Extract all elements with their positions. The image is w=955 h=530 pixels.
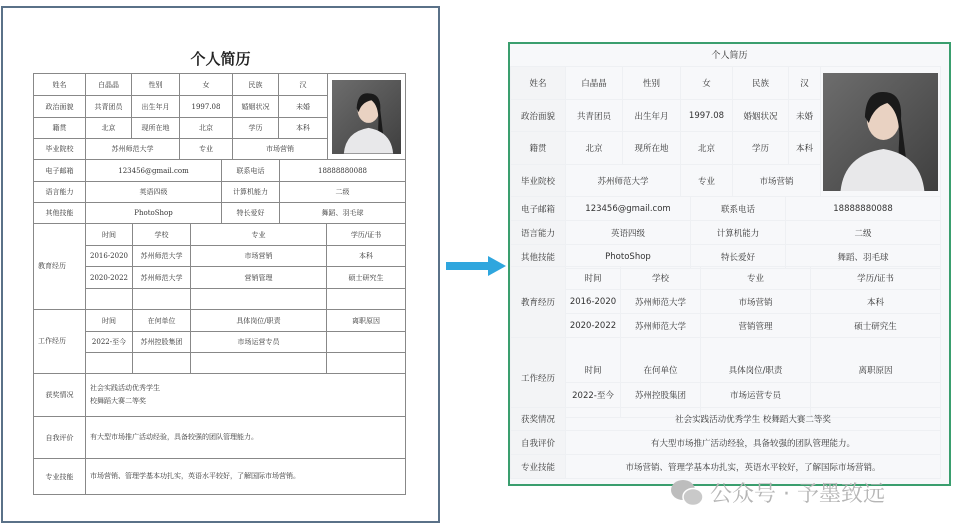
label: 婚姻状况 bbox=[733, 100, 789, 132]
label: 学历 bbox=[733, 132, 789, 165]
value: 汉 bbox=[279, 74, 328, 96]
label: 特长爱好 bbox=[691, 245, 786, 269]
label: 自我评价 bbox=[511, 431, 566, 455]
value: 市场营销 bbox=[733, 165, 821, 197]
value: 舞蹈、羽毛球 bbox=[786, 245, 941, 269]
label: 教育经历 bbox=[511, 267, 566, 338]
cell: 市场运营专员 bbox=[701, 383, 811, 418]
cell: 本科 bbox=[811, 290, 941, 314]
label: 语言能力 bbox=[511, 221, 566, 245]
cell bbox=[191, 353, 327, 374]
label: 特长爱好 bbox=[222, 203, 280, 224]
wechat-icon bbox=[670, 479, 704, 507]
label: 婚姻状况 bbox=[233, 96, 279, 118]
value: 市场营销、管理学基本功扎实，英语水平较好，了解国际市场营销。 bbox=[86, 459, 406, 495]
cell: 市场营销 bbox=[701, 290, 811, 314]
value: 有大型市场推广活动经验，具备较强的团队管理能力。 bbox=[86, 417, 406, 459]
header: 具体岗位/职责 bbox=[701, 338, 811, 383]
value: 1997.08 bbox=[180, 96, 233, 118]
cell: 2016-2020 bbox=[86, 246, 133, 267]
label: 政治面貌 bbox=[34, 96, 86, 118]
cell: 2020-2022 bbox=[86, 267, 133, 289]
label: 教育经历 bbox=[34, 224, 86, 310]
label: 专业 bbox=[681, 165, 733, 197]
left-experience-table bbox=[33, 223, 406, 374]
cell: 硕士研究生 bbox=[327, 267, 406, 289]
portrait-photo bbox=[332, 80, 401, 154]
portrait-photo bbox=[823, 73, 938, 191]
label: 现所在地 bbox=[623, 132, 681, 165]
label: 姓名 bbox=[34, 74, 86, 96]
arrow-right-icon bbox=[446, 256, 506, 276]
label: 性别 bbox=[132, 74, 180, 96]
right-basic-table bbox=[510, 66, 941, 197]
resume-title: 个人简历 bbox=[711, 51, 748, 61]
value: 社会实践活动优秀学生 校舞蹈大赛二等奖 bbox=[566, 408, 941, 431]
cell bbox=[327, 332, 406, 353]
value: 女 bbox=[681, 67, 733, 100]
cell: 硕士研究生 bbox=[811, 314, 941, 338]
left-summary-table bbox=[33, 373, 406, 495]
header: 学历/证书 bbox=[327, 224, 406, 246]
value: 未婚 bbox=[789, 100, 821, 132]
label: 政治面貌 bbox=[511, 100, 566, 132]
label: 专业 bbox=[180, 139, 233, 160]
header: 在何单位 bbox=[133, 310, 191, 332]
value: 18888880088 bbox=[280, 160, 406, 182]
header: 时间 bbox=[566, 267, 621, 290]
value: 白晶晶 bbox=[566, 67, 623, 100]
cell: 苏州师范大学 bbox=[133, 246, 191, 267]
label: 出生年月 bbox=[132, 96, 180, 118]
value: 本科 bbox=[279, 118, 328, 139]
header: 专业 bbox=[701, 267, 811, 290]
cell: 2016-2020 bbox=[566, 290, 621, 314]
header: 时间 bbox=[566, 338, 621, 383]
value: 舞蹈、羽毛球 bbox=[280, 203, 406, 224]
label: 其他技能 bbox=[511, 245, 566, 269]
cell: 2020-2022 bbox=[566, 314, 621, 338]
value: 汉 bbox=[789, 67, 821, 100]
label: 其他技能 bbox=[34, 203, 86, 224]
value: 苏州师范大学 bbox=[86, 139, 180, 160]
awards-value bbox=[86, 374, 406, 417]
header: 离职原因 bbox=[327, 310, 406, 332]
header: 时间 bbox=[86, 224, 133, 246]
value: 英语四级 bbox=[86, 182, 222, 203]
label: 获奖情况 bbox=[511, 408, 566, 431]
value: 本科 bbox=[789, 132, 821, 165]
cell: 苏州控股集团 bbox=[621, 383, 701, 418]
watermark bbox=[670, 477, 885, 508]
cell: 本科 bbox=[327, 246, 406, 267]
header: 离职原因 bbox=[811, 338, 941, 383]
value: PhotoShop bbox=[86, 203, 222, 224]
cell: 2022-至今 bbox=[566, 383, 621, 418]
watermark-text: 公众号 · 予墨致远 bbox=[710, 482, 885, 507]
cell bbox=[327, 289, 406, 310]
label: 联系电话 bbox=[222, 160, 280, 182]
value: 共青团员 bbox=[86, 96, 132, 118]
label: 语言能力 bbox=[34, 182, 86, 203]
value: 123456@gmail.com bbox=[86, 160, 222, 182]
cell: 2022-至今 bbox=[86, 332, 133, 353]
award-line: 校舞蹈大赛二等奖 bbox=[90, 397, 146, 405]
cell: 市场营销 bbox=[191, 246, 327, 267]
cell: 营销管理 bbox=[701, 314, 811, 338]
label: 计算机能力 bbox=[222, 182, 280, 203]
cell bbox=[86, 353, 133, 374]
value: 1997.08 bbox=[681, 100, 733, 132]
value: 123456@gmail.com bbox=[566, 197, 691, 221]
label: 工作经历 bbox=[34, 310, 86, 374]
award-line: 社会实践活动优秀学生 bbox=[90, 384, 160, 392]
cell bbox=[327, 353, 406, 374]
value: 未婚 bbox=[279, 96, 328, 118]
label: 籍贯 bbox=[34, 118, 86, 139]
value: 18888880088 bbox=[786, 197, 941, 221]
photo-cell bbox=[328, 74, 406, 160]
value: 二级 bbox=[786, 221, 941, 245]
label: 籍贯 bbox=[511, 132, 566, 165]
value: 英语四级 bbox=[566, 221, 691, 245]
right-experience-table bbox=[510, 266, 941, 418]
cell bbox=[133, 353, 191, 374]
label: 专业技能 bbox=[34, 459, 86, 495]
value: PhotoShop bbox=[566, 245, 691, 269]
label: 民族 bbox=[233, 74, 279, 96]
header: 学历/证书 bbox=[811, 267, 941, 290]
value: 北京 bbox=[180, 118, 233, 139]
label: 学历 bbox=[233, 118, 279, 139]
value: 市场营销、管理学基本功扎实，英语水平较好，了解国际市场营销。 bbox=[566, 455, 941, 479]
cell: 苏州师范大学 bbox=[621, 290, 701, 314]
header: 具体岗位/职责 bbox=[191, 310, 327, 332]
cell bbox=[191, 289, 327, 310]
cell: 营销管理 bbox=[191, 267, 327, 289]
label: 现所在地 bbox=[132, 118, 180, 139]
label: 姓名 bbox=[511, 67, 566, 100]
value: 市场营销 bbox=[233, 139, 328, 160]
label: 电子邮箱 bbox=[34, 160, 86, 182]
header: 专业 bbox=[191, 224, 327, 246]
cell: 市场运营专员 bbox=[191, 332, 327, 353]
value: 苏州师范大学 bbox=[566, 165, 681, 197]
left-basic-table bbox=[33, 73, 406, 160]
header: 学校 bbox=[621, 267, 701, 290]
value: 二级 bbox=[280, 182, 406, 203]
label: 计算机能力 bbox=[691, 221, 786, 245]
cell bbox=[86, 289, 133, 310]
left-contact-table bbox=[33, 159, 406, 224]
label: 民族 bbox=[733, 67, 789, 100]
cell: 苏州师范大学 bbox=[621, 314, 701, 338]
resume-title: 个人简历 bbox=[190, 50, 251, 68]
value: 北京 bbox=[566, 132, 623, 165]
label: 工作经历 bbox=[511, 338, 566, 418]
label: 自我评价 bbox=[34, 417, 86, 459]
value: 女 bbox=[180, 74, 233, 96]
value: 白晶晶 bbox=[86, 74, 132, 96]
label: 出生年月 bbox=[623, 100, 681, 132]
header: 时间 bbox=[86, 310, 133, 332]
value: 北京 bbox=[681, 132, 733, 165]
header: 学校 bbox=[133, 224, 191, 246]
value: 北京 bbox=[86, 118, 132, 139]
label: 专业技能 bbox=[511, 455, 566, 479]
label: 性别 bbox=[623, 67, 681, 100]
cell: 苏州师范大学 bbox=[133, 267, 191, 289]
label: 毕业院校 bbox=[34, 139, 86, 160]
label: 电子邮箱 bbox=[511, 197, 566, 221]
right-contact-table bbox=[510, 196, 941, 269]
label: 联系电话 bbox=[691, 197, 786, 221]
cell: 苏州控股集团 bbox=[133, 332, 191, 353]
value: 共青团员 bbox=[566, 100, 623, 132]
header: 在何单位 bbox=[621, 338, 701, 383]
right-summary-table bbox=[510, 407, 941, 479]
cell bbox=[133, 289, 191, 310]
label: 获奖情况 bbox=[34, 374, 86, 417]
value: 有大型市场推广活动经验，具备较强的团队管理能力。 bbox=[566, 431, 941, 455]
photo-cell bbox=[821, 67, 941, 197]
label: 毕业院校 bbox=[511, 165, 566, 197]
